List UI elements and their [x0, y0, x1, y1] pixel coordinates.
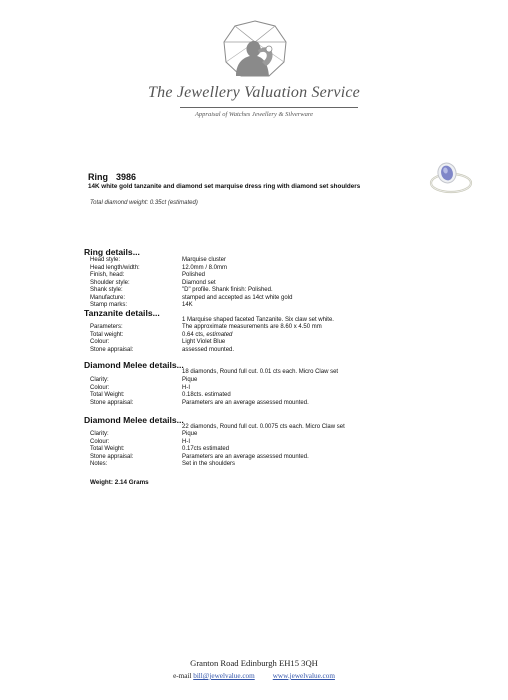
total-weight: Weight: 2.14 Grams — [90, 479, 149, 486]
item-description: 14K white gold tanzanite and diamond set marquise dress ring with diamond set shoulders — [88, 183, 361, 190]
melee-intro: 18 diamonds, Round full cut. 0.01 cts each. Micro Claw set — [182, 368, 339, 375]
email-link[interactable]: bill@jewelvalue.com — [193, 672, 255, 680]
header-divider — [180, 107, 358, 108]
melee-details-heading: Diamond Melee details... — [84, 360, 184, 370]
melee-details-heading: Diamond Melee details... — [84, 415, 184, 425]
ring-photo — [428, 158, 474, 198]
tanzanite-intro: 1 Marquise shaped faceted Tanzanite. Six claw set white. — [182, 316, 334, 323]
brand-tagline: Appraisal of Watches Jewellery & Silverware — [194, 111, 314, 118]
total-diamond-weight: Total diamond weight: 0.35ct (estimated) — [90, 200, 198, 206]
melee-intro: 22 diamonds, Round full cut. 0.0075 cts each. Micro Claw set — [182, 423, 345, 430]
tanzanite-details-heading: Tanzanite details... — [84, 308, 160, 318]
jeweller-logo-icon — [222, 20, 288, 78]
footer-contact — [0, 672, 508, 680]
footer-address: Granton Road Edinburgh EH15 3QH — [190, 658, 318, 668]
item-number: 3986 — [116, 172, 137, 182]
item-label: Ring — [88, 172, 108, 182]
item-title — [88, 172, 144, 182]
ring-details-heading: Ring details... — [84, 247, 140, 257]
brand-name: The Jewellery Valuation Service — [148, 84, 360, 101]
email-label: e-mail — [173, 672, 192, 680]
website-link[interactable]: www.jewelvalue.com — [272, 672, 335, 680]
